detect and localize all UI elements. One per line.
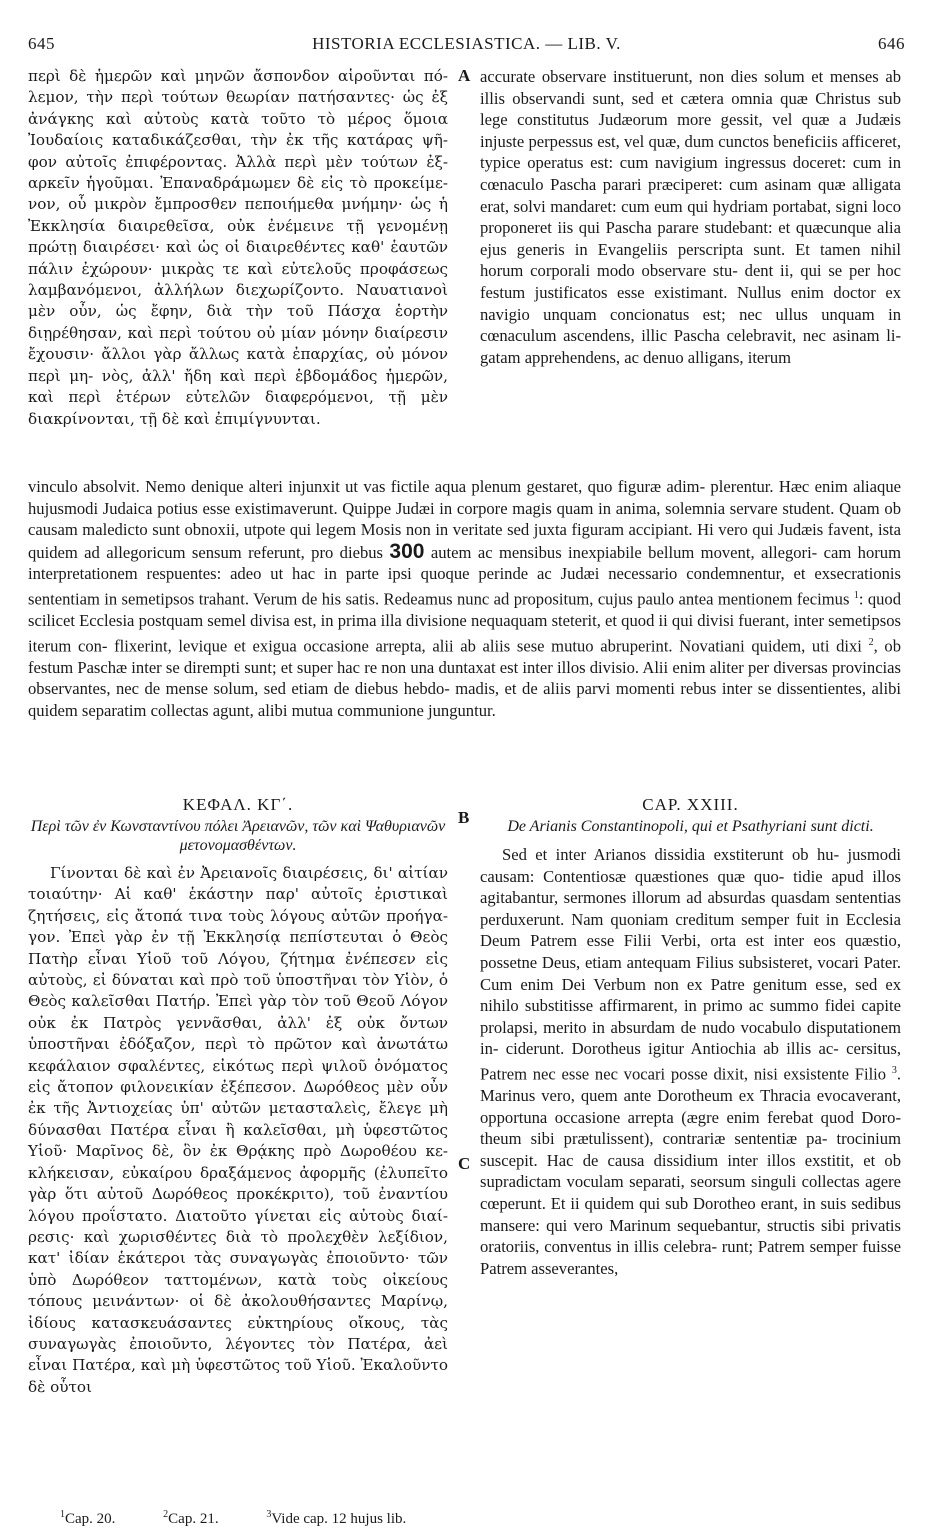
greek-column-chapter xyxy=(28,795,448,1398)
latin-full-end: , ob festum Paschæ inter se dirempti sunt; et super hac re non una duntaxat est inter illos divisio. Alii enim aliter per diversas provincias observantes, nec de mense solum, sed etiam de diebus hebdo- madis, et de aliis parvi momenti rebus inter se dissentientes, alibi quidem separatim collectas agunt, alibi mutua communione junguntur. xyxy=(28,636,902,720)
footnote-ref-2[interactable]: 2 xyxy=(868,636,874,648)
footnote-ref-3[interactable]: 3 xyxy=(891,1064,897,1076)
latin-full-paragraph xyxy=(28,476,901,722)
footnote-mark: 3 xyxy=(266,1509,272,1520)
latin-chapter-body xyxy=(480,844,901,1279)
latin-chapter-body-1: Sed et inter Arianos dissidia exstiterunt ob hu- jusmodi causam: Contentiosæ quæstiones quæ quo- tidie apud illos agitabantur, sermones illorum ad absurdas quasdam sententias perduxerunt. Nam quoniam creditum semper fuit in Ecclesia Deum Patrem esse Filii Verbi, orta est inter eos quæstio, possetne Deus, etiam antequam Filius subsisteret, vocari Pater. Cum enim Dei Verbum non ex Patre genitum esse, sed ex nihilo substitisse affirmarent, in primo ac summo fidei capite prolapsi, merito in absurdam de nudo vocabulo disputationem in- ciderunt. Dorotheus igitur Antiochia ab illis ac- cersitus, Patrem nec esse nec vocari posse dixit, nisi exsistente Filio xyxy=(480,845,901,1084)
greek-chapter-title: Περὶ τῶν ἐν Κωνσταντίνου πόλει Ἀρειανῶν, τῶν καὶ Ψαθυριανῶν μετονομασθέντων. xyxy=(30,818,446,854)
running-title: HISTORIA ECCLESIASTICA. — LIB. V. xyxy=(312,34,621,53)
latin-full-width xyxy=(28,476,901,722)
latin-chapter-body-2: . Marinus vero, quem ante Dorotheum ex Thracia evocaverant, opportuna occasione arrepta (ægre enim ferebat quod Doro- theum sibi prætulissent), contrariæ sententiæ pa- trocinium suscepit. Hac de causa dissidium inter illos exstitit, et ob supradictam voculam separati, seorsum singuli collectas agere cœperunt. Et ii quidem qui sub Dorotheo erant, in suis sedibus mansere: qui vero Marinum sequebantur, structis sibi privatis oratoriis, conventus in illis celebra- runt; Patrem semper fuisse Patrem asseverantes, xyxy=(480,1064,901,1278)
footnote-2 xyxy=(163,1511,240,1527)
footnote-1 xyxy=(60,1511,137,1527)
latin-full-before: vinculo absolvit. Nemo denique alteri injunxit ut vas fictile aqua plenum gestaret, quo figuræ adim- plerentur. Hæc enim aliaque hujusmodi Judaica potius esse existimaverunt. Quippe Judæi in corpore magis quam in anima, solemnia servare student. Quam ob causam maledicto sunt obnoxii, utpote qui legem Mosis non in veritate sed juxta figuram accipiant. Hi vero qui Judæis favent, ista quidem ad allegoricum sensum referunt, pro diebus xyxy=(28,477,901,562)
greek-paragraph-top: περὶ δὲ ἡμερῶν καὶ μηνῶν ἄσπονδον αἱροῦνται πό- λεμον, τὴν περὶ τούτων θεωρίαν πατήσαντες· ὡς ἐξ ἀνάγκης καὶ αὐτοὺς κατὰ τοῦτο τὸ μέρος ὅμοια Ἰουδαίοις καταδικάζεσθαι, τὴν ἐκ τῆς κατάρας ψῆ- φον αὐτοῖς ἐπιφέροντας. Ἀλλὰ περὶ μὲν τούτων ἐξ- αρκεῖν ἡγοῦμαι. Ἐπαναδράμωμεν δὲ εἰς τὸ προκείμε- νον, οὗ μικρὸν ἔμπροσθεν πεποιήμεθα μνήμην· ὡς ἡ Ἐκκλησία διαιρεθεῖσα, οὐκ ἐνέμεινε τῇ γενομένῃ πρώτῃ διαιρέσει· καὶ ὡς οἱ διαιρεθέντες καθ' ἑαυτῶν πάλιν ἐχώρουν· μικρὰς τε καὶ εὐτελοῦς προφάσεως λαμβανόμενοι, ἀλλήλων διεχωρίζοντο. Ναυατιανοὶ μὲν οὖν, ὡς ἔφην, διὰ τὴν τοῦ Πάσχα ἑορτὴν διῃρέθησαν, καὶ περὶ τούτου οὐ μίαν μόνην διαίρεσιν ἔχουσιν· ἄλλοι γὰρ ἄλλως κατὰ ἐπαρχίας, οὐ μόνον περὶ μη- νὸς, ἀλλ' ἤδη καὶ περὶ ἑβδομάδος ἡμερῶν, καὶ περὶ ἑτέρων εὐτελῶν διαφερόμενοι, τῇ μὲν διακρίνονται, τῇ δὲ καὶ ἐπιμίγνυνται. xyxy=(28,67,448,428)
footnote-text: Cap. 20. xyxy=(65,1511,116,1527)
footnote-3 xyxy=(266,1511,428,1527)
greek-column-top xyxy=(28,66,448,430)
greek-chapter-body: Γίνονται δὲ καὶ ἐν Ἀρειανοῖς διαιρέσεις, δι' αἰτίαν τοιαύτην· Αἱ καθ' ἑκάστην παρ' αὐτοῖς ἐριστικαὶ ζητήσεις, εἰς ἄτοπά τινα τοὺς λόγους αὐτῶν προήγα- γον. Ἐπεὶ γὰρ ἐν τῇ Ἐκκλησίᾳ πεπίστευται ὁ Θεὸς Πατὴρ εἶναι Υἱοῦ τοῦ Λόγου, ζήτημα ἐνέπεσεν εἰς αὐτοὺς, εἰ δύναται καὶ πρὸ τοῦ ὑποστῆναι τὸν Υἱὸν, ὁ Θεὸς καλεῖσθαι Πατήρ. Ἐπεὶ γὰρ τὸν τοῦ Θεοῦ Λόγον οὐκ ἐκ Πατρὸς γεννᾶσθαι, ἀλλ' ἐξ οὐκ ὄντων ὑποστῆναι ἐδόξαζον, περὶ τὸ πρῶτον καὶ ἀνωτάτω κεφάλαιον σφαλέντες, εἰκότως περὶ ψιλοῦ ὀνόματος εἰς ἄτοπον φιλονεικίαν ἐξέπεσον. Δωρόθεος μὲν οὖν ἐκ τῆς Ἀντιοχείας ὑπ' αὐτῶν μετασταλεὶς, ἔλεγε μὴ δύνασθαι Πατέρα εἶναι ἢ καλεῖσθαι, μὴ ὑφεστῶτος Υἱοῦ· Μαρῖνος δὲ, ὃν ἐκ Θρᾴκης πρὸ Δωροθέου κε- κλήκεισαν, εὐκαίρου δραξάμενος ἀφορμῆς (ἐλυπεῖτο γὰρ ὅτι αὐτοῦ Δωρόθεος προκέκριτο), τοῦ ἐναντίου λόγου προΐστατο. Διατοῦτο γίνεται εἰς αὐτοὺς διαί- ρεσις· καὶ χωρισθέντες διὰ τὸ προλεχθὲν λεξίδιον, κατ' ἰδίαν ἑκάτεροι τὰς συναγωγὰς ἐποιοῦντο· τῶν ὑπὸ Δωρόθεον ταττομένων, κατὰ τοὺς οἰκείους τόπους μεινάντων· οἱ δὲ ἀκολουθήσαντες Μαρίνῳ, ἰδίους κατασκευάσαντες εὐκτηρίους οἴκους, τὰς συναγωγὰς ἐποιοῦντο, λέγοντες τὸν Πατέρα, ἀεὶ εἶναι Πατέρα, καὶ μὴ ὑφεστῶτος τοῦ Υἱοῦ. Ἐκαλοῦντο δὲ οὗτοι xyxy=(28,864,448,1396)
latin-column-chapter xyxy=(480,795,901,1279)
latin-column-top xyxy=(480,66,901,368)
footnote-mark: 2 xyxy=(163,1509,169,1520)
footnote-text: Cap. 21. xyxy=(168,1511,219,1527)
right-page-number: 646 xyxy=(878,34,905,53)
running-header xyxy=(28,34,905,60)
edition-page-number: 300 xyxy=(389,539,425,563)
latin-chapter-heading: CAP. XXIII. xyxy=(642,795,739,814)
footnotes xyxy=(60,1509,450,1528)
latin-paragraph-top: accurate observare instituerunt, non dies solum et menses ab illis observandi sunt, sed et cætera omnia quæ Christus sub lege constitutus Judæorum more gessit, vel quæ a Judæis injuste perpessus est, vel quæ, dum cunctos beneficiis afficeret, typice operatus est: cum navigium ingressus doceret: cum in cœnaculo Pascha parari præciperet: cum asinam quæ alligata erat, solvi mandaret: cum eum qui hydriam portabat, signi loco proponeret iis qui Pascha parare studebant: et quæcunque alia ejus generis in Evangeliis perscripta sunt. Et tamen nihil horum corporali modo observare stu- dent ii, qui se per hoc festum justificatos esse existimant. Nullus enim doctor ex navigio unquam concionatus est; nec ullus unquam in cœnaculum ascendens, illic Pascha celebravit, nec asinam li- gatam apprehendens, ac denuo alligans, iterum xyxy=(480,67,901,367)
greek-chapter-heading: ΚΕΦΑΛ. ΚΓ΄. xyxy=(182,795,294,814)
margin-marker-c: C xyxy=(458,1154,471,1173)
margin-marker-b: B xyxy=(458,808,470,827)
footnote-text: Vide cap. 12 hujus lib. xyxy=(271,1511,407,1527)
latin-full-mid: : quod scilicet Ecclesia postquam semel divisa est, in prima illa divisione nequaquam steterit, et quod ii qui divisi fuerant, inter semetipsos iterum con- flixerint, levique et exigua occasione arrepta, alii ab aliis sese mutuo abruperint. Novatiani quidem, uti dixi xyxy=(28,589,902,656)
latin-full-after: autem ac mensibus inexpiabile bellum movent, allegori- cam horum interpretationem respuentes: adeo ut hac in parte ipsi quoque perinde ac Judæi necessario condemnentur, et exsecrationis sententiam in semetipsos trahant. Verum de his satis. Redeamus nunc ad propositum, cujus paulo antea mentionem fecimus xyxy=(28,542,901,609)
margin-marker-a: A xyxy=(458,66,471,85)
footnote-mark: 1 xyxy=(60,1509,65,1520)
footnote-ref-1[interactable]: 1 xyxy=(853,589,859,601)
latin-chapter-title: De Arianis Constantinopoli, qui et Psathyriani sunt dicti. xyxy=(507,818,874,835)
left-page-number: 645 xyxy=(28,34,55,53)
